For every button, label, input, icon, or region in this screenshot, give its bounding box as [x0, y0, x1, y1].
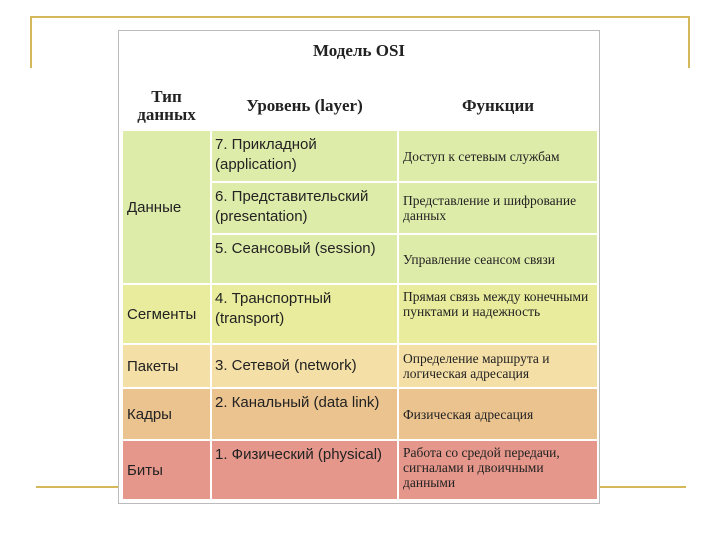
level-5: 5. Сеансовый (session): [212, 235, 397, 283]
function-6: Представление и шифрование данных: [399, 183, 597, 233]
level-7: 7. Прикладной (application): [212, 131, 397, 181]
slide-bottom-right-rule: [598, 486, 686, 488]
group-segments: Сегменты: [123, 285, 210, 343]
function-1: Работа со средой передачи, сигналами и двоичными данными: [399, 441, 597, 499]
function-7: Доступ к сетевым службам: [399, 131, 597, 181]
level-3: 3. Сетевой (network): [212, 345, 397, 387]
slide-right-rule: [688, 16, 690, 68]
group-bits: Биты: [123, 441, 210, 499]
group-data: Данные: [123, 131, 210, 283]
level-6: 6. Представительский (presentation): [212, 183, 397, 233]
slide-top-rule: [30, 16, 690, 18]
header-level: Уровень (layer): [246, 96, 363, 115]
slide-bottom-left-rule: [36, 486, 120, 488]
level-1: 1. Физический (physical): [212, 441, 397, 499]
slide-left-rule: [30, 16, 32, 68]
group-frames: Кадры: [123, 389, 210, 439]
function-5: Управление сеансом связи: [399, 235, 597, 283]
function-4: Прямая связь между конечными пунктами и надежность: [399, 285, 597, 343]
header-functions: Функции: [461, 96, 535, 115]
function-3: Определение маршрута и логическая адресация: [399, 345, 597, 387]
header-data-type: Тип данных: [137, 87, 196, 124]
table-title: Модель OSI: [312, 41, 406, 60]
osi-table: [118, 30, 600, 504]
level-4: 4. Транспортный (transport): [212, 285, 397, 343]
function-2: Физическая адресация: [399, 389, 597, 439]
group-packets: Пакеты: [123, 345, 210, 387]
level-2: 2. Канальный (data link): [212, 389, 397, 439]
